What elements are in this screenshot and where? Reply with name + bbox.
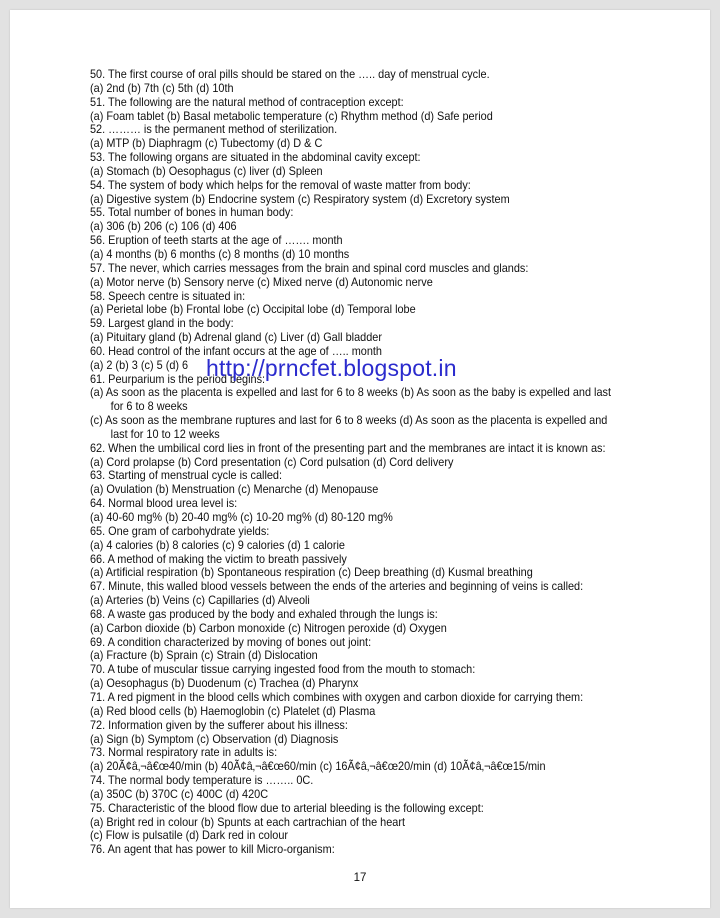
question-line: 63. Starting of menstrual cycle is called: xyxy=(90,469,283,483)
answer-options-line: (a) Motor nerve (b) Sensory nerve (c) Mixed nerve (d) Autonomic nerve xyxy=(90,275,433,289)
document-page xyxy=(10,10,710,908)
question-line: 74. The normal body temperature is …….. 0C. xyxy=(90,774,314,788)
question-line: 60. Head control of the infant occurs at the age of ….. month xyxy=(90,344,383,358)
answer-options-line: (a) Carbon dioxide (b) Carbon monoxide (c) Nitrogen peroxide (d) Oxygen xyxy=(90,621,447,635)
page-number: 17 xyxy=(353,872,367,884)
answer-options-line: (a) 2nd (b) 7th (c) 5th (d) 10th xyxy=(90,81,234,95)
answer-options-line: (a) As soon as the placenta is expelled and last for 6 to 8 weeks (b) As soon as the baby is expelled and last xyxy=(90,386,612,400)
question-line: 73. Normal respiratory rate in adults is: xyxy=(90,746,278,760)
question-line: 66. A method of making the victim to breath passively xyxy=(90,552,347,566)
question-line: 58. Speech centre is situated in: xyxy=(90,289,246,303)
question-line: 61. Peurparium is the period begins: xyxy=(90,372,266,386)
answer-options-line: (a) Digestive system (b) Endocrine system (c) Respiratory system (d) Excretory system xyxy=(90,192,510,206)
question-line: 54. The system of body which helps for the removal of waste matter from body: xyxy=(90,178,471,192)
answer-options-line: (a) 350C (b) 370C (c) 400C (d) 420C xyxy=(90,787,269,801)
answer-options-line: (a) 20Ã¢â‚¬â€œ40/min (b) 40Ã¢â‚¬â€œ60/min (c) 16Ã¢â‚¬â€œ20/min (d) 10Ã¢â‚¬â€œ15/min xyxy=(90,760,546,774)
answer-options-line: (a) Foam tablet (b) Basal metabolic temperature (c) Rhythm method (d) Safe period xyxy=(90,109,493,123)
answer-options-line: (a) Fracture (b) Sprain (c) Strain (d) Dislocation xyxy=(90,649,318,663)
question-line: 69. A condition characterized by moving of bones out joint: xyxy=(90,635,372,649)
answer-options-line: (a) 306 (b) 206 (c) 106 (d) 406 xyxy=(90,220,237,234)
question-text-block xyxy=(90,68,631,857)
answer-options-line: (a) Bright red in colour (b) Spunts at each cartrachian of the heart xyxy=(90,815,406,829)
answer-options-line: (a) 2 (b) 3 (c) 5 (d) 6 xyxy=(90,358,189,372)
question-line: 56. Eruption of teeth starts at the age of ……. month xyxy=(90,234,343,248)
answer-options-line: last for 10 to 12 weeks xyxy=(110,427,220,441)
question-line: 67. Minute, this walled blood vessels between the ends of the arteries and beginning of veins is called: xyxy=(90,580,584,594)
question-line: 59. Largest gland in the body: xyxy=(90,317,234,331)
question-line: 53. The following organs are situated in the abdominal cavity except: xyxy=(90,151,421,165)
question-line: 71. A red pigment in the blood cells which combines with oxygen and carbon dioxide for carrying them: xyxy=(90,690,584,704)
question-line: 55. Total number of bones in human body: xyxy=(90,206,294,220)
answer-options-line: (a) Red blood cells (b) Haemoglobin (c) Platelet (d) Plasma xyxy=(90,704,376,718)
answer-options-line: (a) Oesophagus (b) Duodenum (c) Trachea (d) Pharynx xyxy=(90,677,359,691)
answer-options-line: for 6 to 8 weeks xyxy=(110,400,188,414)
answer-options-line: (c) Flow is pulsatile (d) Dark red in colour xyxy=(90,829,289,843)
watermark-url[interactable]: http://prncfet.blogspot.in xyxy=(206,355,457,381)
answer-options-line: (a) Pituitary gland (b) Adrenal gland (c) Liver (d) Gall bladder xyxy=(90,331,382,345)
question-line: 65. One gram of carbohydrate yields: xyxy=(90,524,270,538)
answer-options-line: (a) Stomach (b) Oesophagus (c) liver (d) Spleen xyxy=(90,164,323,178)
answer-options-line: (a) Cord prolapse (b) Cord presentation (c) Cord pulsation (d) Cord delivery xyxy=(90,455,454,469)
question-line: 64. Normal blood urea level is: xyxy=(90,497,238,511)
answer-options-line: (a) 40-60 mg% (b) 20-40 mg% (c) 10-20 mg% (d) 80-120 mg% xyxy=(90,511,393,524)
question-line: 75. Characteristic of the blood flow due to arterial bleeding is the following except: xyxy=(90,801,484,815)
question-line: 50. The first course of oral pills should be stared on the ….. day of menstrual cycle. xyxy=(90,68,490,81)
question-line: 52. ……… is the permanent method of sterilization. xyxy=(90,123,338,137)
answer-options-line: (c) As soon as the membrane ruptures and last for 6 to 8 weeks (d) As soon as the placenta is expelled and xyxy=(90,414,608,428)
question-line: 62. When the umbilical cord lies in front of the presenting part and the membranes are intact it is known as: xyxy=(90,441,606,455)
answer-options-line: (a) Ovulation (b) Menstruation (c) Menarche (d) Menopause xyxy=(90,483,379,497)
answer-options-line: (a) Artificial respiration (b) Spontaneous respiration (c) Deep breathing (d) Kusmal breathing xyxy=(90,566,533,580)
answer-options-line: (a) Arteries (b) Veins (c) Capillaries (d) Alveoli xyxy=(90,594,310,608)
question-line: 51. The following are the natural method of contraception except: xyxy=(90,95,404,109)
answer-options-line: (a) 4 calories (b) 8 calories (c) 9 calories (d) 1 calorie xyxy=(90,538,345,552)
question-line: 68. A waste gas produced by the body and exhaled through the lungs is: xyxy=(90,607,438,621)
question-line: 57. The never, which carries messages from the brain and spinal cord muscles and glands: xyxy=(90,261,529,275)
answer-options-line: (a) 4 months (b) 6 months (c) 8 months (d) 10 months xyxy=(90,247,350,261)
answer-options-line: (a) MTP (b) Diaphragm (c) Tubectomy (d) D & C xyxy=(90,137,323,151)
answer-options-line: (a) Sign (b) Symptom (c) Observation (d) Diagnosis xyxy=(90,732,339,746)
question-line: 70. A tube of muscular tissue carrying ingested food from the mouth to stomach: xyxy=(90,663,476,677)
question-line: 76. An agent that has power to kill Micro-organism: xyxy=(90,843,335,857)
question-line: 72. Information given by the sufferer about his illness: xyxy=(90,718,348,732)
answer-options-line: (a) Perietal lobe (b) Frontal lobe (c) Occipital lobe (d) Temporal lobe xyxy=(90,303,416,317)
